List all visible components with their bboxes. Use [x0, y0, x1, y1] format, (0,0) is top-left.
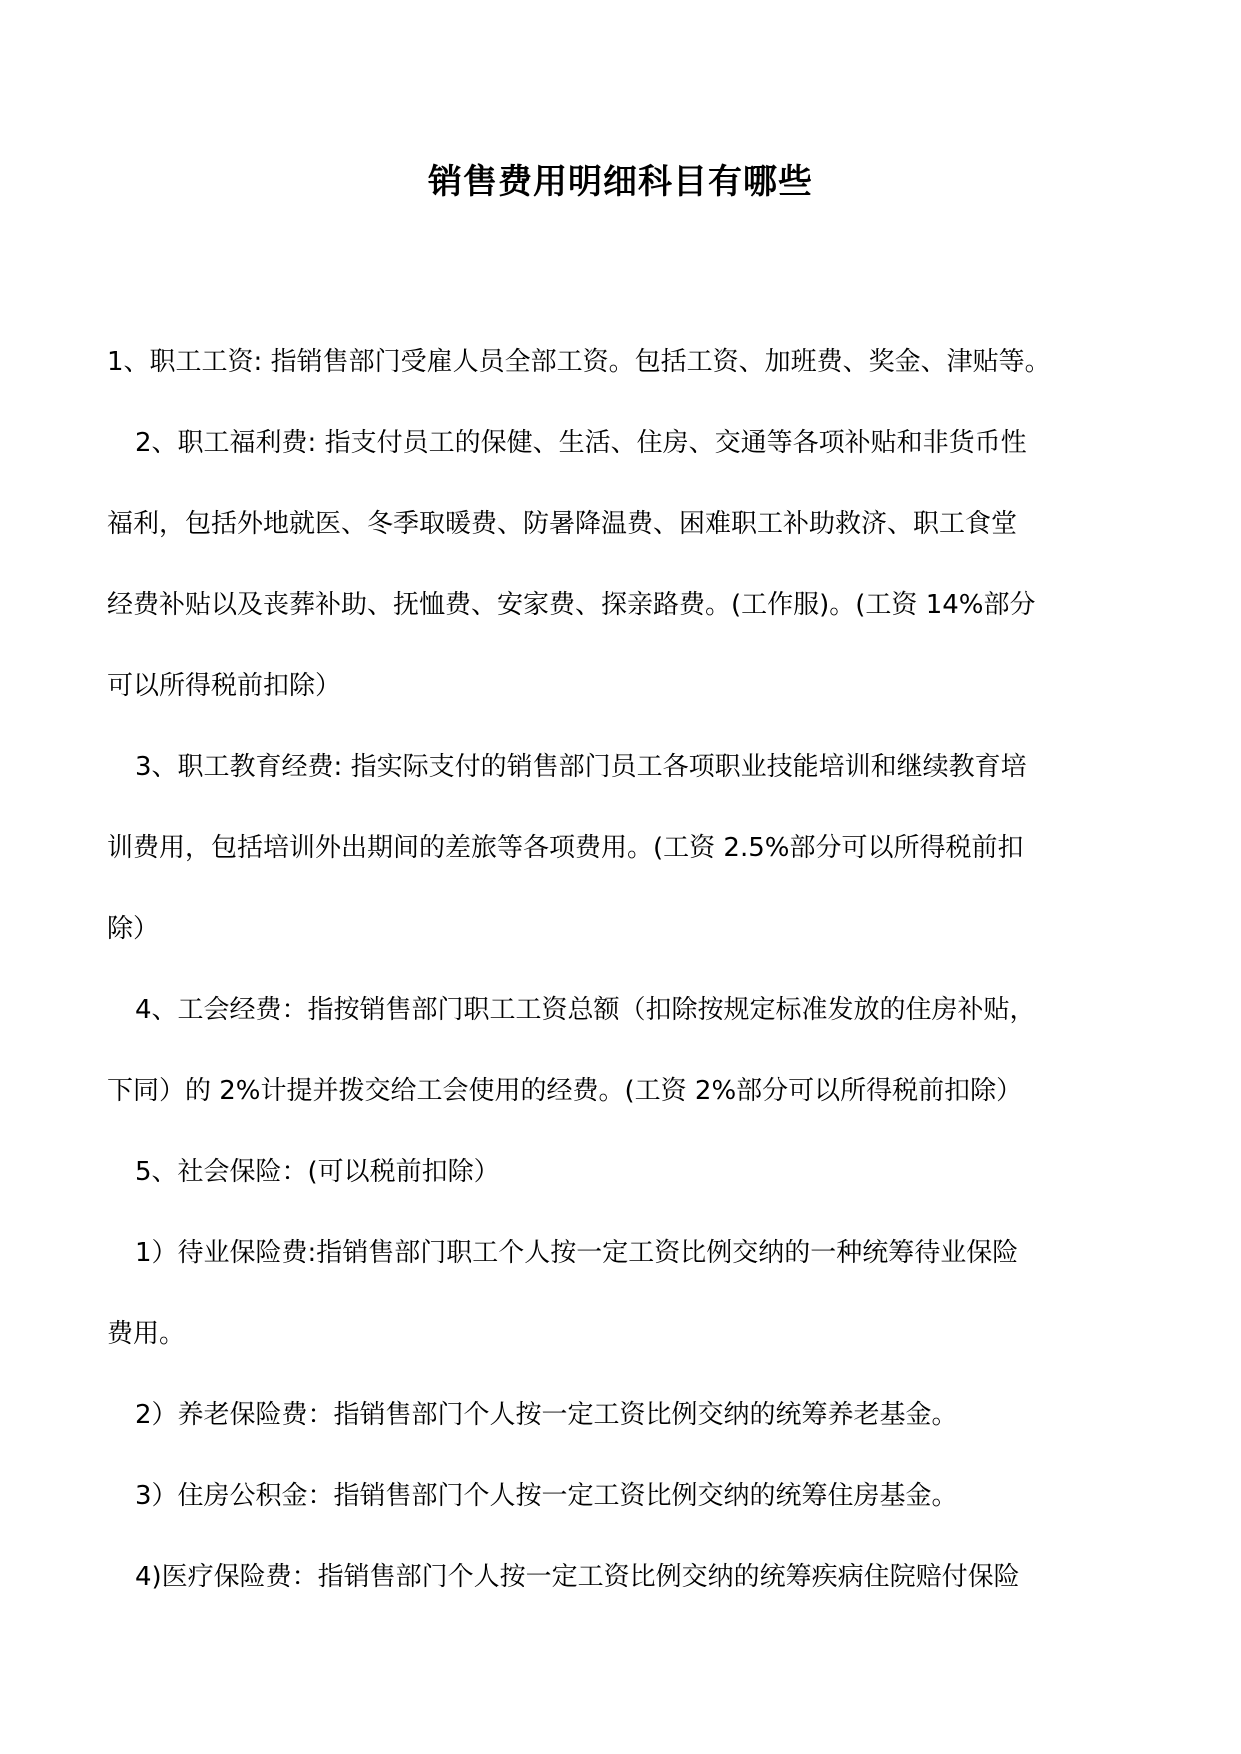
paragraph-line: 5、社会保险：(可以税前扣除）: [135, 1157, 500, 1187]
paragraph-line: 4、工会经费：指按销售部门职工工资总额（扣除按规定标准发放的住房补贴，: [135, 995, 1036, 1025]
paragraph-line: 可以所得税前扣除）: [107, 671, 342, 701]
paragraph-line: 除）: [107, 914, 160, 944]
paragraph-line: 费用。: [107, 1319, 186, 1349]
paragraph-line: 下同）的 2%计提并拨交给工会使用的经费。(工资 2%部分可以所得税前扣除）: [107, 1076, 1023, 1106]
paragraph-line: 2、职工福利费: 指支付员工的保健、生活、住房、交通等各项补贴和非货币性: [135, 428, 1027, 458]
paragraph-line: 福利，包括外地就医、冬季取暖费、防暑降温费、困难职工补助救济、职工食堂: [107, 509, 1018, 539]
paragraph-line: 经费补贴以及丧葬补助、抚恤费、安家费、探亲路费。(工作服)。(工资 14%部分: [107, 590, 1036, 620]
paragraph-line: 3）住房公积金：指销售部门个人按一定工资比例交纳的统筹住房基金。: [135, 1481, 958, 1511]
paragraph-line: 4)医疗保险费：指销售部门个人按一定工资比例交纳的统筹疾病住院赔付保险: [135, 1562, 1020, 1592]
paragraph-line: 1）待业保险费:指销售部门职工个人按一定工资比例交纳的一种统筹待业保险: [135, 1238, 1019, 1268]
paragraph-line: 3、职工教育经费: 指实际支付的销售部门员工各项职业技能培训和继续教育培: [135, 752, 1027, 782]
document-body: [107, 342, 1137, 1638]
paragraph-line: 1、职工工资: 指销售部门受雇人员全部工资。包括工资、加班费、奖金、津贴等。: [107, 347, 1051, 377]
paragraph-line: 训费用，包括培训外出期间的差旅等各项费用。(工资 2.5%部分可以所得税前扣: [107, 833, 1024, 863]
document-title: 销售费用明细科目有哪些: [428, 162, 813, 202]
paragraph-line: 2）养老保险费：指销售部门个人按一定工资比例交纳的统筹养老基金。: [135, 1400, 958, 1430]
